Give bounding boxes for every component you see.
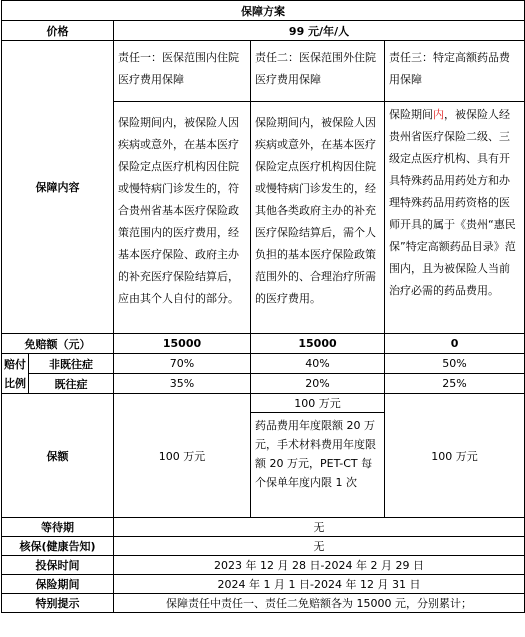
sum-insured-3: 100 万元 — [385, 394, 525, 518]
responsibility-3-text-highlight: 内 — [433, 108, 444, 121]
responsibility-2-title: 责任二：医保范围外住院医疗费用保障 — [251, 41, 385, 102]
payout-ratio-label-top: 赔付 — [2, 354, 29, 374]
waiting-period-label: 等待期 — [2, 518, 114, 537]
sum-insured-2-limits: 药品费用年度限额 20 万元，手术材料费用年度限额 20 万元，PET-CT 每个保单年度内限 1 次 — [255, 419, 376, 489]
underwriting-value: 无 — [114, 537, 525, 556]
deductible-value-3: 0 — [385, 334, 525, 354]
coverage-plan-table — [1, 0, 525, 613]
responsibility-1-title: 责任一：医保范围内住院医疗费用保障 — [114, 41, 251, 102]
responsibility-3-title: 责任三：特定高额药品费用保障 — [385, 41, 525, 102]
payout-ratio-label-bottom: 比例 — [2, 374, 29, 394]
deductible-value-2: 15000 — [251, 334, 385, 354]
coverage-content-label: 保障内容 — [2, 41, 114, 334]
sum-insured-label: 保额 — [2, 394, 114, 518]
sum-insured-2: 100 万元 — [251, 394, 384, 413]
price-label: 价格 — [2, 21, 114, 41]
non-preexisting-ratio-3: 50% — [385, 354, 525, 374]
waiting-period-value: 无 — [114, 518, 525, 537]
non-preexisting-ratio-1: 70% — [114, 354, 251, 374]
plan-title: 保障方案 — [2, 1, 525, 21]
policy-period-label: 保险期间 — [2, 575, 114, 594]
deductible-value-1: 15000 — [114, 334, 251, 354]
enrollment-period-label: 投保时间 — [2, 556, 114, 575]
policy-period-value: 2024 年 1 月 1 日-2024 年 12 月 31 日 — [114, 575, 525, 594]
responsibility-3-description — [385, 102, 525, 334]
sum-insured-1: 100 万元 — [114, 394, 251, 518]
responsibility-2-description: 保险期间内，被保险人因疾病或意外，在基本医疗保险定点医疗机构因住院或慢特病门诊发生的，经其他各类政府主办的补充医疗保险结算后，需个人负担的基本医疗保险政策范围外的、合理治疗所需的医疗费用。 — [251, 102, 385, 334]
preexisting-ratio-1: 35% — [114, 374, 251, 394]
preexisting-ratio-2: 20% — [251, 374, 385, 394]
preexisting-label: 既往症 — [29, 374, 114, 394]
responsibility-3-text-pre: 保险期间 — [389, 108, 433, 121]
deductible-label: 免赔额（元） — [2, 334, 114, 354]
price-value: 99 元/年/人 — [114, 21, 525, 41]
special-notice-value: 保障责任中责任一、责任二免赔额各为 15000 元，分别累计； — [114, 594, 525, 613]
special-notice-label: 特别提示 — [2, 594, 114, 613]
preexisting-ratio-3: 25% — [385, 374, 525, 394]
responsibility-3-text-post: ，被保险人经贵州省医疗保险二级、三级定点医疗机构、具有开具特殊药品用药处方和办理特殊药品用药资格的医师开具的属于《贵州“惠民保”特定高额药品目录》范围内，且为被保险人当前治疗必需的药品费用。 — [389, 108, 516, 297]
underwriting-label: 核保(健康告知) — [2, 537, 114, 556]
non-preexisting-ratio-2: 40% — [251, 354, 385, 374]
responsibility-1-description: 保险期间内，被保险人因疾病或意外，在基本医疗保险定点医疗机构因住院或慢特病门诊发生的，符合贵州省基本医疗保险政策范围内的医疗费用，经基本医疗保险、政府主办的补充医疗保险结算后，应由其个人自付的部分。 — [114, 102, 251, 334]
non-preexisting-label: 非既往症 — [29, 354, 114, 374]
sum-insured-2-cell — [251, 394, 385, 518]
enrollment-period-value: 2023 年 12 月 28 日-2024 年 2 月 29 日 — [114, 556, 525, 575]
